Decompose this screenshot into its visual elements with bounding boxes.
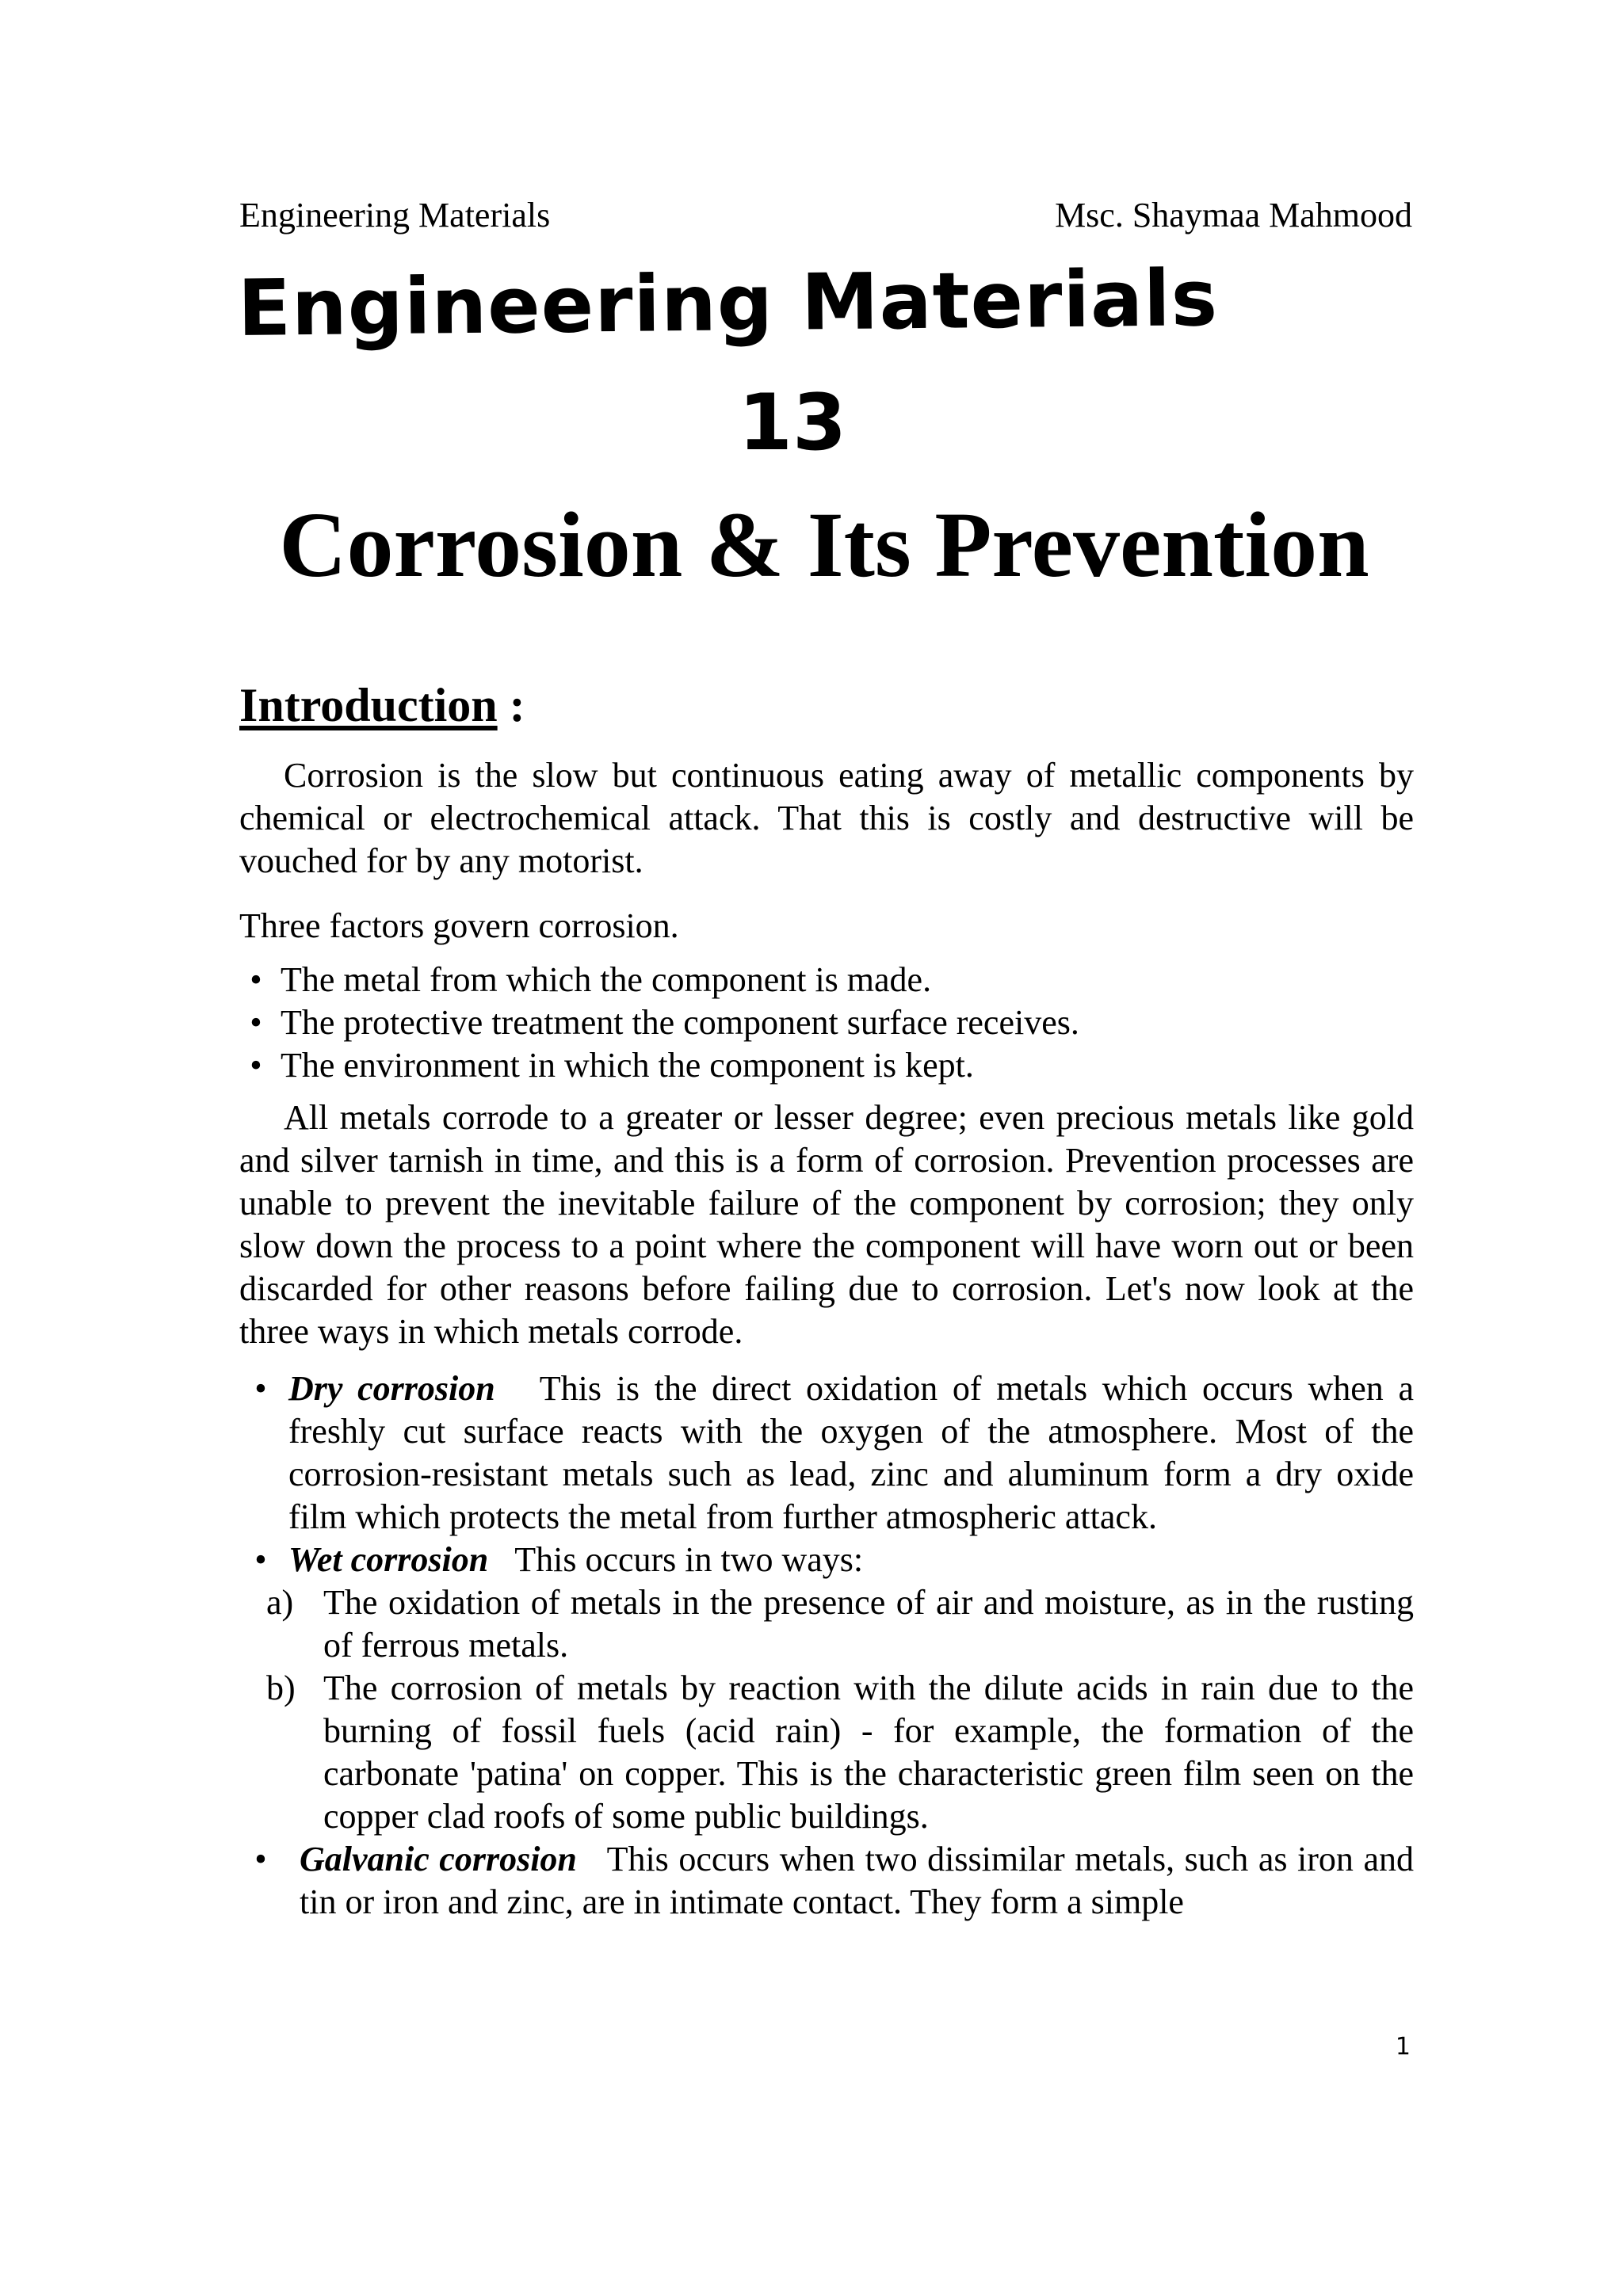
subitem-text: The corrosion of metals by reaction with the dilute acids in rain due to the burning of fossil fuels (acid rain) - for example, the formation of the carbonate 'patina' on copper. This is the characteristic green film seen on the copper clad roofs of some public buildings. [323, 1669, 1414, 1836]
bullet-icon: • [254, 1540, 267, 1579]
factors-list [239, 959, 1414, 1087]
factor-text: The environment in which the component is kept. [281, 1046, 974, 1085]
document-title: Engineering Materials [237, 254, 1219, 354]
lecture-number: 13 [738, 378, 847, 468]
document-subtitle: Corrosion & Its Prevention [279, 493, 1369, 597]
running-header [239, 193, 1412, 238]
subitem-marker: b) [266, 1669, 296, 1707]
wet-corrosion-sublist [239, 1581, 1414, 1838]
list-item [239, 1667, 1414, 1838]
bullet-icon: • [250, 1003, 262, 1042]
list-item [239, 1001, 1414, 1044]
bullet-icon: • [250, 960, 262, 999]
list-item [239, 1044, 1414, 1087]
page-number: 1 [1395, 2033, 1411, 2061]
factor-text: The protective treatment the component surface receives. [281, 1003, 1079, 1042]
introduction-heading [239, 673, 1414, 737]
header-left-text: Engineering Materials [239, 196, 551, 235]
corrosion-types-list-continued [239, 1838, 1414, 1924]
subitem-marker: a) [266, 1583, 294, 1622]
subitem-text: The oxidation of metals in the presence of air and moisture, as in the rusting of ferrous metals. [323, 1583, 1414, 1665]
dry-corrosion-term: Dry corrosion [288, 1369, 495, 1408]
list-item [239, 1581, 1414, 1667]
bullet-icon: • [250, 1046, 262, 1085]
galvanic-corrosion-term: Galvanic corrosion [300, 1840, 577, 1878]
header-right-author: Msc. Shaymaa Mahmood [1055, 196, 1412, 235]
bullet-icon: • [254, 1840, 267, 1878]
galvanic-corrosion-text: This occurs when two dissimilar metals, such as iron and tin or iron and zinc, are in intimate contact. They form a simple [300, 1840, 1414, 1921]
factor-text: The metal from which the component is made. [281, 960, 932, 999]
introduction-heading-text: Introduction [239, 679, 498, 731]
bullet-icon: • [254, 1369, 267, 1408]
factors-intro-text: Three factors govern corrosion. [239, 906, 679, 945]
body-content [239, 673, 1414, 1924]
list-item [239, 1838, 1414, 1924]
list-item [239, 1539, 1414, 1581]
wet-corrosion-text: This occurs in two ways: [514, 1540, 864, 1579]
dry-corrosion-text: This is the direct oxidation of metals which occurs when a freshly cut surface reacts with the oxygen of the atmosphere. Most of the corrosion-resistant metals such as lead, zinc and aluminum form a dry oxide film which protects the metal from further atmospheric attack. [288, 1369, 1415, 1536]
introduction-heading-colon: : [497, 679, 525, 731]
intro-paragraph-2: All metals corrode to a greater or lesser degree; even precious metals like gold and silver tarnish in time, and this is a form of corrosion. Prevention processes are unable to prevent the inevitable failure of the component by corrosion; they only slow down the process to a point where the component will have worn out or been discarded for other reasons before failing due to corrosion. Let's now look at the three ways in which metals corrode. [239, 1098, 1414, 1351]
intro-paragraph-1: Corrosion is the slow but continuous eating away of metallic components by chemical or electrochemical attack. That this is costly and destructive will be vouched for by any motorist. [239, 756, 1414, 880]
wet-corrosion-term: Wet corrosion [288, 1540, 489, 1579]
list-item [239, 959, 1414, 1001]
list-item [239, 1367, 1414, 1539]
corrosion-types-list [239, 1367, 1414, 1581]
